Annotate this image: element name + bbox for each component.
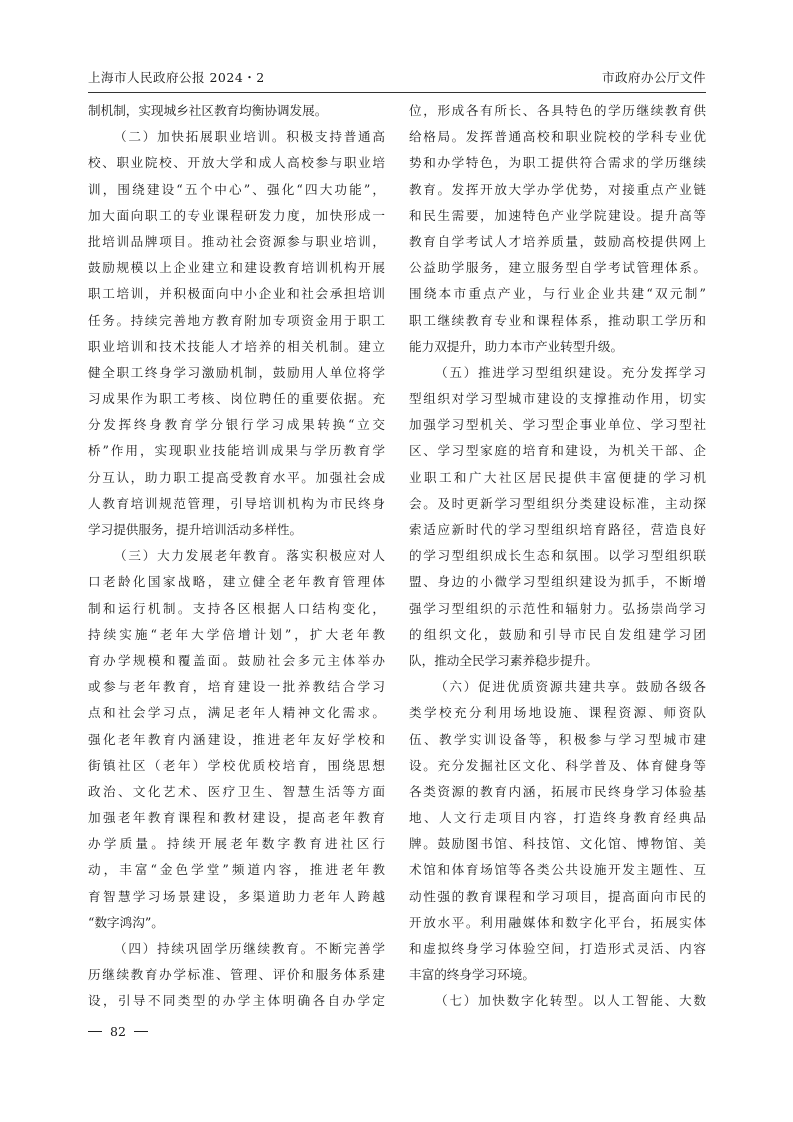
text-line: 围绕本市重点产业，与行业企业共建“双元制” bbox=[409, 286, 706, 302]
text-line: （六）促进优质资源共建共享。鼓励各级各 bbox=[435, 679, 706, 695]
text-line: 或参与老年教育，培育建设一批养教结合学习 bbox=[88, 679, 385, 695]
text-line: 健全职工终身学习激励机制，鼓励用人单位将学 bbox=[88, 364, 385, 380]
text-line: 桥”作用，实现职业技能培训成果与学历教育学 bbox=[88, 443, 385, 459]
text-line: 职业培训和技术技能人才培养的相关机制。建立 bbox=[88, 338, 385, 354]
text-line: 口老龄化国家战略，建立健全老年教育管理体 bbox=[88, 574, 385, 590]
text-line: 地、人文行走项目内容，打造终身教育经典品 bbox=[409, 810, 706, 826]
text-line: 设。充分发掘社区文化、科学普及、体育健身等 bbox=[409, 757, 706, 773]
text-line: 动，丰富“金色学堂”频道内容，推进老年教 bbox=[88, 862, 385, 878]
page-header bbox=[88, 66, 706, 88]
text-line: 和民生需要，加速特色产业学院建设。提升高等 bbox=[409, 207, 706, 223]
text-line: 教育。发挥开放大学办学优势，对接重点产业链 bbox=[409, 181, 706, 197]
text-line: 开放水平。利用融媒体和数字化平台，拓展实体 bbox=[409, 914, 706, 930]
text-line: 职工继续教育专业和课程体系，推动职工学历和 bbox=[409, 312, 706, 328]
text-line: 分发挥终身教育学分银行学习成果转换“立交 bbox=[88, 417, 385, 433]
text-line: 动性强的教育课程和学习项目，提高面向市民的 bbox=[409, 888, 706, 904]
footer-dash-right bbox=[134, 1031, 148, 1032]
text-line: 势和办学特色，为职工提供符合需求的学历继续 bbox=[409, 155, 706, 171]
text-line: 习成果作为职工考核、岗位聘任的重要依据。充 bbox=[88, 391, 385, 407]
right-column bbox=[409, 98, 706, 1015]
text-line: 持续实施“老年大学倍增计划”，扩大老年教 bbox=[88, 626, 385, 642]
text-line: 伍、教学实训设备等，积极参与学习型城市建 bbox=[409, 731, 706, 747]
text-line: 街镇社区（老年）学校优质校培育，围绕思想 bbox=[88, 757, 385, 773]
text-line: （五）推进学习型组织建设。充分发挥学习 bbox=[435, 364, 706, 380]
text-line: 历继续教育办学标准、管理、评价和服务体系建 bbox=[88, 967, 385, 983]
text-line: 和虚拟终身学习体验空间，打造形式灵活、内容 bbox=[409, 941, 706, 956]
text-line: （三）大力发展老年教育。落实积极应对人 bbox=[114, 548, 385, 564]
text-line: 批培训品牌项目。推动社会资源参与职业培训， bbox=[88, 233, 385, 249]
text-line: 点和社会学习点，满足老年人精神文化需求。 bbox=[88, 705, 385, 721]
text-line: 训，围绕建设“五个中心”、强化“四大功能”， bbox=[88, 181, 385, 197]
section-title: 市政府办公厅文件 bbox=[601, 70, 706, 85]
text-line: 丰富的终身学习环境。 bbox=[409, 967, 535, 983]
text-line: 办学质量。持续开展老年数字教育进社区行 bbox=[88, 836, 385, 852]
text-line: 强化老年教育内涵建设，推进老年友好学校和 bbox=[88, 731, 385, 747]
text-line: 队，推动全民学习素养稳步提升。 bbox=[409, 652, 598, 668]
text-line: 会。及时更新学习型组织分类建设标准，主动探 bbox=[409, 495, 706, 511]
text-line: 业职工和广大社区居民提供丰富便捷的学习机 bbox=[409, 469, 706, 485]
text-line: 加强老年教育课程和教材建设，提高老年教育 bbox=[88, 810, 385, 826]
header-divider bbox=[88, 92, 706, 93]
page-number: 82 bbox=[110, 1023, 126, 1039]
text-line: 盟、身边的小微学习型组织建设为抓手，不断增 bbox=[409, 574, 706, 590]
text-line: 类学校充分利用场地设施、课程资源、师资队 bbox=[409, 705, 706, 721]
text-line: 索适应新时代的学习型组织培育路径，营造良好 bbox=[409, 522, 706, 537]
text-line: （七）加快数字化转型。以人工智能、大数 bbox=[435, 993, 706, 1009]
text-line: 鼓励规模以上企业建立和建设教育培训机构开展 bbox=[88, 260, 385, 276]
text-line: 政治、文化艺术、医疗卫生、智慧生活等方面 bbox=[88, 783, 385, 799]
text-line: “数字鸿沟”。 bbox=[88, 914, 164, 930]
text-line: 能力双提升，助力本市产业转型升级。 bbox=[409, 338, 624, 354]
text-line: 加强学习型机关、学习型企事业单位、学习型社 bbox=[409, 417, 706, 433]
text-line: 各类资源的教育内涵，拓展市民终身学习体验基 bbox=[409, 783, 706, 799]
text-line: 位，形成各有所长、各具特色的学历继续教育供 bbox=[409, 103, 706, 118]
text-line: 育智慧学习场景建设，多渠道助力老年人跨越 bbox=[88, 888, 385, 904]
text-line: （二）加快拓展职业培训。积极支持普通高 bbox=[114, 129, 385, 145]
text-line: 的学习型组织成长生态和氛围。以学习型组织联 bbox=[409, 548, 706, 564]
text-line: 的组织文化，鼓励和引导市民自发组建学习团 bbox=[409, 626, 706, 642]
footer-dash-left bbox=[88, 1031, 102, 1032]
text-line: 人教育培训规范管理，引导培训机构为市民终身 bbox=[88, 495, 385, 511]
text-line: 加大面向职工的专业课程研发力度，加快形成一 bbox=[88, 207, 385, 223]
text-line: 制机制，实现城乡社区教育均衡协调发展。 bbox=[88, 103, 328, 118]
text-line: 强学习型组织的示范性和辐射力。弘扬崇尚学习 bbox=[409, 600, 706, 616]
text-line: 公益助学服务，建立服务型自学考试管理体系。 bbox=[409, 260, 706, 276]
text-line: （四）持续巩固学历继续教育。不断完善学 bbox=[114, 941, 385, 956]
text-line: 分互认，助力职工提高受教育水平。加强社会成 bbox=[88, 469, 385, 485]
text-line: 教育自学考试人才培养质量，鼓励高校提供网上 bbox=[409, 233, 706, 249]
text-line: 校、职业院校、开放大学和成人高校参与职业培 bbox=[88, 155, 385, 171]
text-line: 学习提供服务，提升培训活动多样性。 bbox=[88, 522, 303, 537]
text-line: 育办学规模和覆盖面。鼓励社会多元主体举办 bbox=[88, 652, 385, 668]
publication-title: 上海市人民政府公报 2024・2 bbox=[88, 70, 265, 85]
text-line: 任务。持续完善地方教育附加专项资金用于职工 bbox=[88, 312, 385, 328]
text-line: 职工培训，并积极面向中小企业和社会承担培训 bbox=[88, 286, 385, 302]
left-column bbox=[88, 98, 385, 1015]
text-line: 牌。鼓励图书馆、科技馆、文化馆、博物馆、美 bbox=[409, 836, 706, 852]
text-line: 制和运行机制。支持各区根据人口结构变化， bbox=[88, 600, 385, 616]
page-footer bbox=[88, 1020, 148, 1042]
text-line: 区、学习型家庭的培育和建设，为机关干部、企 bbox=[409, 443, 706, 459]
text-line: 型组织对学习型城市建设的支撑推动作用，切实 bbox=[409, 391, 706, 407]
text-line: 设，引导不同类型的办学主体明确各自办学定 bbox=[88, 993, 385, 1009]
text-line: 给格局。发挥普通高校和职业院校的学科专业优 bbox=[409, 129, 706, 145]
text-line: 术馆和体育场馆等各类公共设施开发主题性、互 bbox=[409, 862, 706, 878]
